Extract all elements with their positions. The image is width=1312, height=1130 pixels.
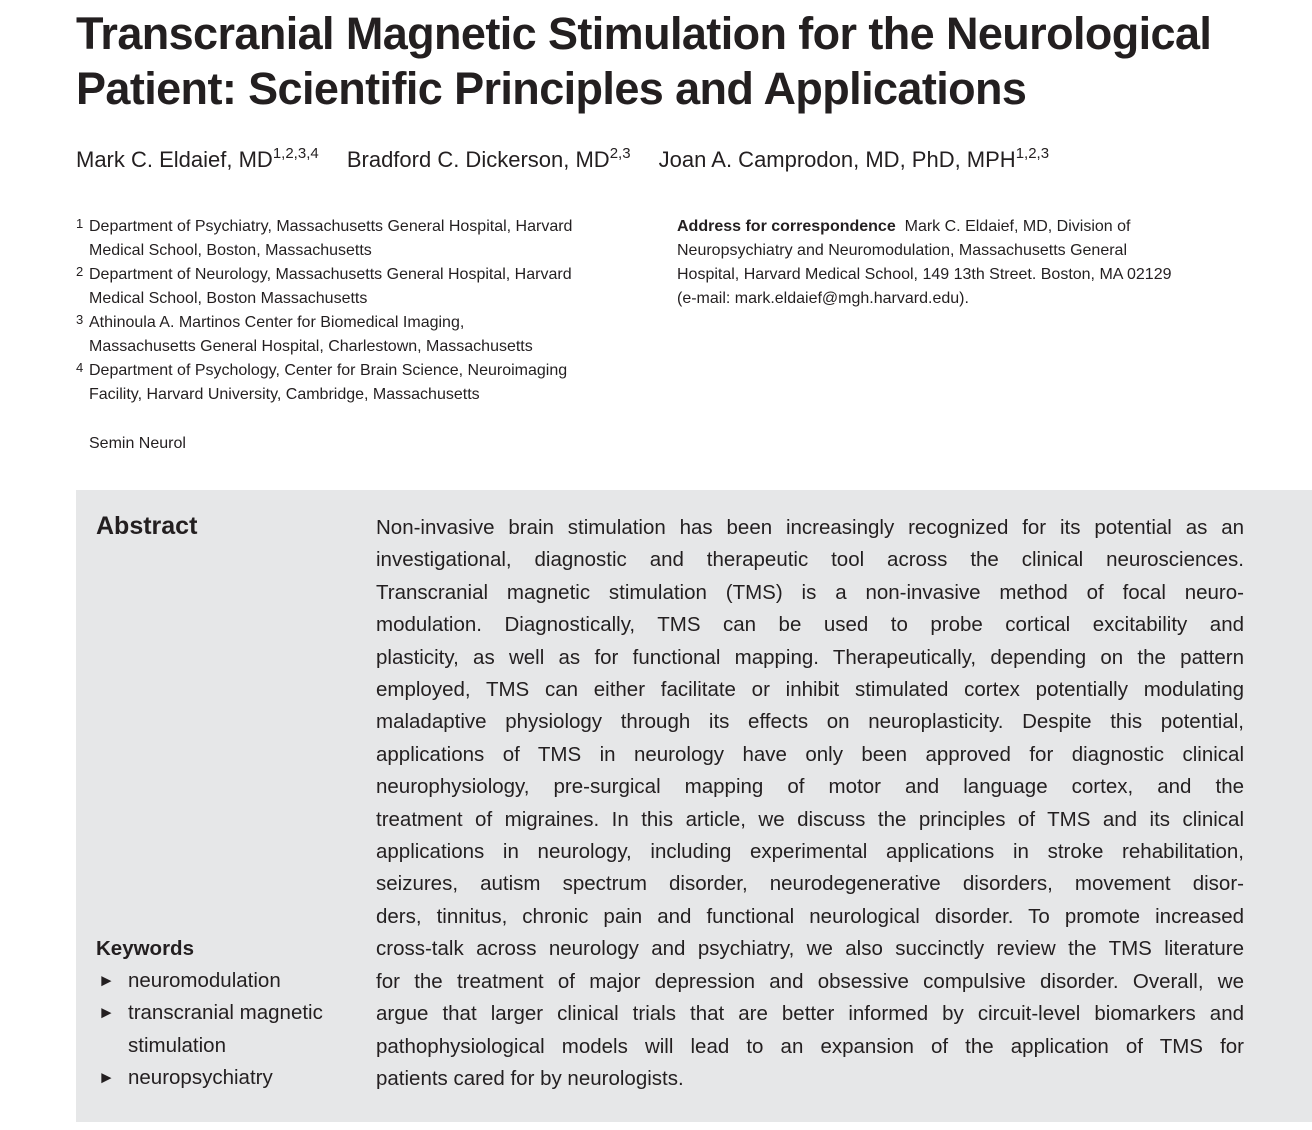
affiliation-number: 2 xyxy=(76,264,84,279)
correspondence-label: Address for correspondence xyxy=(677,218,896,235)
affiliation-number: 3 xyxy=(76,312,84,327)
author xyxy=(347,144,631,176)
correspondence-line: Mark C. Eldaief, MD, Division of xyxy=(904,218,1131,235)
keyword-item xyxy=(96,997,366,1062)
abstract-line: applications in neurology, including experimental applications in stroke rehabilitation, xyxy=(376,840,1244,864)
abstract-line: treatment of migraines. In this article, we discuss the principles of TMS and its clinical xyxy=(376,807,1244,831)
author-list xyxy=(76,144,1071,176)
author-name: Joan A. Camprodon, MD, PhD, MPH xyxy=(658,147,1016,172)
affiliation-line: Facility, Harvard University, Cambridge, Massachusetts xyxy=(89,386,480,403)
affiliation-number: 1 xyxy=(76,216,84,231)
abstract-line: cross-talk across neurology and psychiatry, we also succinctly review the TMS literature xyxy=(376,937,1244,961)
keywords-heading: Keywords xyxy=(96,937,194,960)
abstract-line: Non-invasive brain stimulation has been increasingly recognized for its potential as an xyxy=(376,516,1244,539)
keyword-text: neuropsychiatry xyxy=(128,1066,273,1090)
arrow-bullet-icon: ► xyxy=(98,971,115,990)
abstract-line: modulation. Diagnostically, TMS can be used to probe cortical excitability and xyxy=(376,613,1244,637)
affiliation-line: Department of Psychology, Center for Brain Science, Neuroimaging xyxy=(89,362,568,379)
title-line: Transcranial Magnetic Stimulation for the Neurological xyxy=(76,8,1212,59)
keyword-item xyxy=(96,965,366,997)
correspondence-address xyxy=(677,215,1297,311)
abstract-line: plasticity, as well as for functional mapping. Therapeutically, depending on the pattern xyxy=(376,645,1244,669)
correspondence-line: (e-mail: mark.eldaief@mgh.harvard.edu). xyxy=(677,290,969,307)
author xyxy=(659,144,1049,176)
affiliation-line: Medical School, Boston, Massachusetts xyxy=(89,242,372,259)
abstract-line: for the treatment of major depression and obsessive compulsive disorder. Overall, we xyxy=(376,969,1244,993)
abstract-line: investigational, diagnostic and therapeutic tool across the clinical neurosciences. xyxy=(376,548,1244,572)
abstract-line: ders, tinnitus, chronic pain and functional neurological disorder. To promote increased xyxy=(376,904,1244,928)
correspondence-first-line xyxy=(677,215,1297,239)
author xyxy=(76,144,319,176)
journal-name: Semin Neurol xyxy=(89,435,186,452)
article-title xyxy=(76,6,1296,116)
abstract-line: maladaptive physiology through its effects on neuroplasticity. Despite this potential, xyxy=(376,710,1244,734)
correspondence-line: Neuropsychiatry and Neuromodulation, Massachusetts General xyxy=(677,242,1128,259)
abstract-body xyxy=(376,512,1244,1095)
author-affiliation-refs: 2,3 xyxy=(609,145,631,162)
arrow-bullet-icon: ► xyxy=(98,1068,115,1088)
keyword-text: transcranial magnetic xyxy=(128,1001,323,1025)
title-line: Patient: Scientific Principles and Applications xyxy=(76,63,1027,114)
abstract-panel xyxy=(76,490,1312,1122)
affiliation-line: Athinoula A. Martinos Center for Biomedical Imaging, xyxy=(89,314,465,331)
abstract-line: applications of TMS in neurology have only been approved for diagnostic clinical xyxy=(376,742,1244,766)
abstract-line: Transcranial magnetic stimulation (TMS) is a non-invasive method of focal neuro- xyxy=(376,580,1244,604)
keywords-section xyxy=(96,933,366,1095)
abstract-line: argue that larger clinical trials that are better informed by circuit-level biomarkers and xyxy=(376,1002,1244,1026)
affiliation-number: 4 xyxy=(76,360,84,375)
author-name: Bradford C. Dickerson, MD xyxy=(346,147,610,172)
abstract-line: seizures, autism spectrum disorder, neurodegenerative disorders, movement disor- xyxy=(376,872,1244,896)
keywords-list xyxy=(96,965,366,1095)
author-affiliation-refs: 1,2,3 xyxy=(1015,145,1050,162)
affiliation xyxy=(76,215,656,263)
abstract-line: patients cared for by neurologists. xyxy=(376,1066,684,1090)
abstract-line: employed, TMS can either facilitate or inhibit stimulated cortex potentially modulating xyxy=(376,678,1244,702)
affiliation xyxy=(76,263,656,311)
abstract-line: pathophysiological models will lead to an expansion of the application of TMS for xyxy=(376,1034,1244,1058)
affiliation-line: Department of Psychiatry, Massachusetts General Hospital, Harvard xyxy=(89,218,573,235)
affiliation-line: Department of Neurology, Massachusetts General Hospital, Harvard xyxy=(89,266,572,283)
arrow-bullet-icon: ► xyxy=(98,1003,115,1023)
author-name: Mark C. Eldaief, MD xyxy=(76,147,273,172)
keyword-text: neuromodulation xyxy=(128,969,281,992)
affiliation-line: Massachusetts General Hospital, Charlestown, Massachusetts xyxy=(89,338,533,355)
correspondence-line: Hospital, Harvard Medical School, 149 13th Street. Boston, MA 02129 xyxy=(677,266,1172,283)
author-affiliation-refs: 1,2,3,4 xyxy=(272,145,319,162)
affiliation xyxy=(76,311,656,359)
affiliation xyxy=(76,359,656,407)
keyword-item xyxy=(96,1062,366,1094)
keyword-text: stimulation xyxy=(128,1033,226,1057)
affiliations xyxy=(76,215,656,407)
abstract-heading: Abstract xyxy=(96,512,198,540)
abstract-line: neurophysiology, pre-surgical mapping of motor and language cortex, and the xyxy=(376,775,1244,799)
affiliation-line: Medical School, Boston Massachusetts xyxy=(89,290,368,307)
